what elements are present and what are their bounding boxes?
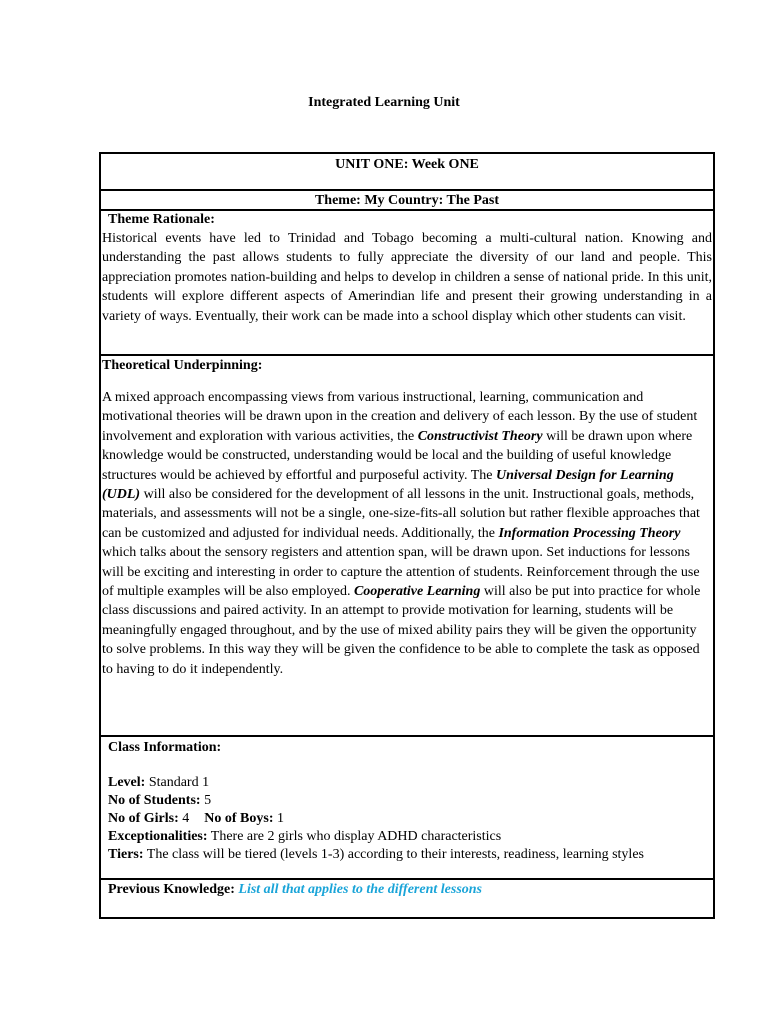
udl-term: Universal Design for Learning (UDL) — [102, 467, 674, 503]
girls-label: No of Girls: — [108, 811, 179, 826]
theoretical-underpinning-section — [101, 356, 713, 737]
unit-heading: UNIT ONE: Week ONE — [335, 157, 479, 172]
students-label: No of Students: — [108, 793, 201, 808]
theory-text-part: will also be considered for the development of all lessons in the unit. Instructional goals, methods, materials, and assessments will not be a single, one-size-fits-all solution but rather flexible approaches that can be customized and adjusted for individual needs. Additionally, the — [102, 487, 700, 541]
theme-rationale-text: Historical events have led to Trinidad and Tobago becoming a multi-cultural nation. Knowing and understanding the past allows students to fully appreciate the diversity of our land and people. This appreciation promotes nation-building and helps to develop in children a sense of national pride. In this unit, students will explore different aspects of Amerindian life and present their growing understanding in a variety of ways. Eventually, their work can be made into a school display which other students can visit. — [102, 231, 712, 324]
cooperative-learning-term: Cooperative Learning — [353, 584, 481, 600]
theory-text-part: will be drawn upon where knowledge would be constructed, understanding would be local and the building of useful knowledge structures would be achieved by effortful and purposeful activity. The — [102, 428, 693, 483]
class-information-label: Class Information: — [108, 740, 222, 755]
theme-rationale-section — [101, 211, 713, 356]
students-value: 5 — [200, 793, 212, 808]
boys-value: 1 — [273, 811, 284, 826]
theory-text-part: A mixed approach encompassing views from various instructional, learning, communication and motivational theories will be drawn upon in the creation and delivery of each lesson. By the use of student involvement and exploration with various activities, the — [102, 390, 698, 444]
exceptionalities-line — [108, 828, 713, 846]
theory-text-part: will also be put into practice for whole class discussions and paired activity. In an attempt to provide motivation for learning, students will be meaningfully engaged throughout, and by the use of mixed ability pairs they will be given the opportunity to solve problems. In this way they will be given the confidence to be able to complete the task as opposed to having to do it independently. — [102, 584, 701, 677]
tiers-label: Tiers: — [108, 847, 144, 862]
level-value: Standard 1 — [145, 775, 210, 790]
unit-heading-row — [101, 154, 713, 191]
students-line — [108, 792, 713, 810]
previous-knowledge-label: Previous Knowledge: — [108, 882, 235, 897]
exceptionalities-label: Exceptionalities: — [108, 829, 208, 844]
theoretical-underpinning-label: Theoretical Underpinning: — [102, 358, 263, 373]
boys-label: No of Boys: — [204, 811, 274, 826]
unit-table — [99, 152, 715, 919]
theme-row — [101, 191, 713, 211]
document-title: Integrated Learning Unit — [308, 95, 460, 110]
girls-value: 4 — [178, 811, 190, 826]
constructivist-theory-term: Constructivist Theory — [417, 428, 543, 444]
level-label: Level: — [108, 775, 146, 790]
tiers-value: The class will be tiered (levels 1-3) according to their interests, readiness, learning styles — [143, 847, 644, 862]
tiers-line — [108, 846, 713, 864]
previous-knowledge-placeholder: List all that applies to the different lessons — [238, 882, 482, 897]
class-information-section — [101, 737, 713, 880]
level-line — [108, 774, 713, 792]
exceptionalities-value: There are 2 girls who display ADHD characteristics — [207, 829, 502, 844]
information-processing-term: Information Processing Theory — [498, 525, 681, 541]
previous-knowledge-section — [101, 880, 713, 917]
theme-heading: Theme: My Country: The Past — [314, 193, 500, 208]
theme-rationale-label: Theme Rationale: — [108, 212, 215, 227]
theoretical-underpinning-text — [101, 388, 713, 679]
theory-text-part: which talks about the sensory registers and attention span, will be drawn upon. Set inductions for lessons will be exciting and interesting in order to capture the attention of students. Reinforcement through the use of multiple examples will be also employed. — [102, 545, 700, 600]
gender-line — [108, 810, 713, 828]
